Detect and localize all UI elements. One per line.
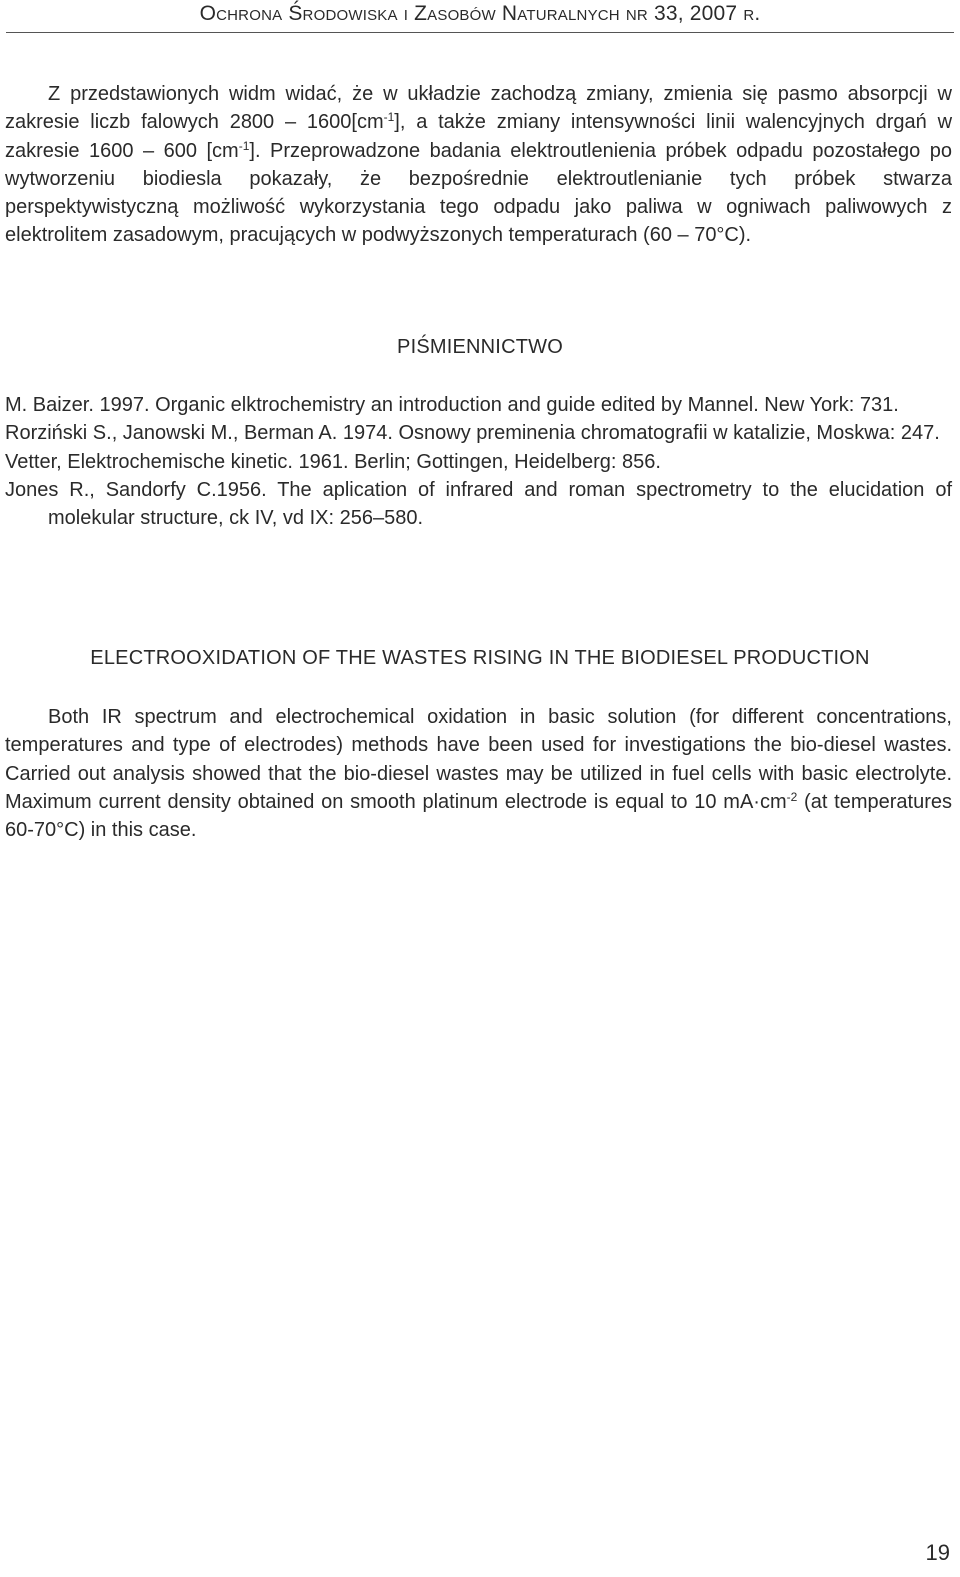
- reference-item: M. Baizer. 1997. Organic elktrochemistry an introduction and guide edited by Mannel. New York: 731.: [5, 394, 899, 416]
- intro-text-c: ]. Przeprowadzone badania elektroutlenienia próbek odpadu pozostałego po wytworzeniu biodiesla pokazały, że bezpośrednie elektroutlenianie tych próbek stwarza perspektywistyczną możliwość wykorzystania tego odpadu jako paliwa w ogniwach paliwowych z elektrolitem zasadowym, pracujących w podwyższonych temperaturach (60 – 70°C).: [5, 139, 952, 247]
- abstract-text-a: Both IR spectrum and electrochemical oxidation in basic solution (for different concentrations, temperatures and type of electrodes) methods have been used for investigations the bio-diesel wastes. Carried out analysis showed that the bio-diesel wastes may be utilized in fuel cells with basic electrolyte. Maximum current density obtained on smooth platinum electrode is equal to 10 mA·cm: [5, 706, 952, 813]
- running-header: Ochrona Środowiska i Zasobów Naturalnych nr 33, 2007 r.: [199, 2, 761, 25]
- reference-item: Vetter, Elektrochemische kinetic. 1961. Berlin; Gottingen, Heidelberg: 856.: [5, 450, 661, 473]
- reference-item: Jones R., Sandorfy C.1956. The aplication of infrared and roman spectrometry to the elucidation of molekular structure, ck IV, vd IX: 256–580.: [5, 478, 952, 530]
- references-list: [5, 391, 952, 532]
- abstract-superscript: -2: [786, 789, 798, 804]
- abstract-heading: ELECTROOXIDATION OF THE WASTES RISING IN THE BIODIESEL PRODUCTION: [90, 647, 870, 669]
- header-rule: [6, 32, 954, 33]
- intro-text-b: ], a także zmiany intensywności linii walencyjnych drgań w zakresie 1600 – 600 [cm: [5, 111, 953, 162]
- intro-superscript-a: -1: [383, 110, 395, 125]
- intro-superscript-b: -1: [238, 138, 250, 153]
- page-number: 19: [925, 1540, 950, 1565]
- abstract-text-b: (at temperatures 60-70°C) in this case.: [5, 790, 952, 842]
- intro-paragraph: [5, 80, 952, 250]
- abstract-paragraph: [5, 703, 952, 844]
- intro-text-a: Z przedstawionych widm widać, że w układzie zachodzą zmiany, zmienia się pasmo absorpcji w zakresie liczb falowych 2800 – 1600[cm: [5, 83, 952, 134]
- reference-item: Rorziński S., Janowski M., Berman A. 1974. Osnowy preminenia chromatografii w katalizie, Moskwa: 247.: [5, 422, 940, 445]
- references-heading: PIŚMIENNICTWO: [397, 336, 563, 358]
